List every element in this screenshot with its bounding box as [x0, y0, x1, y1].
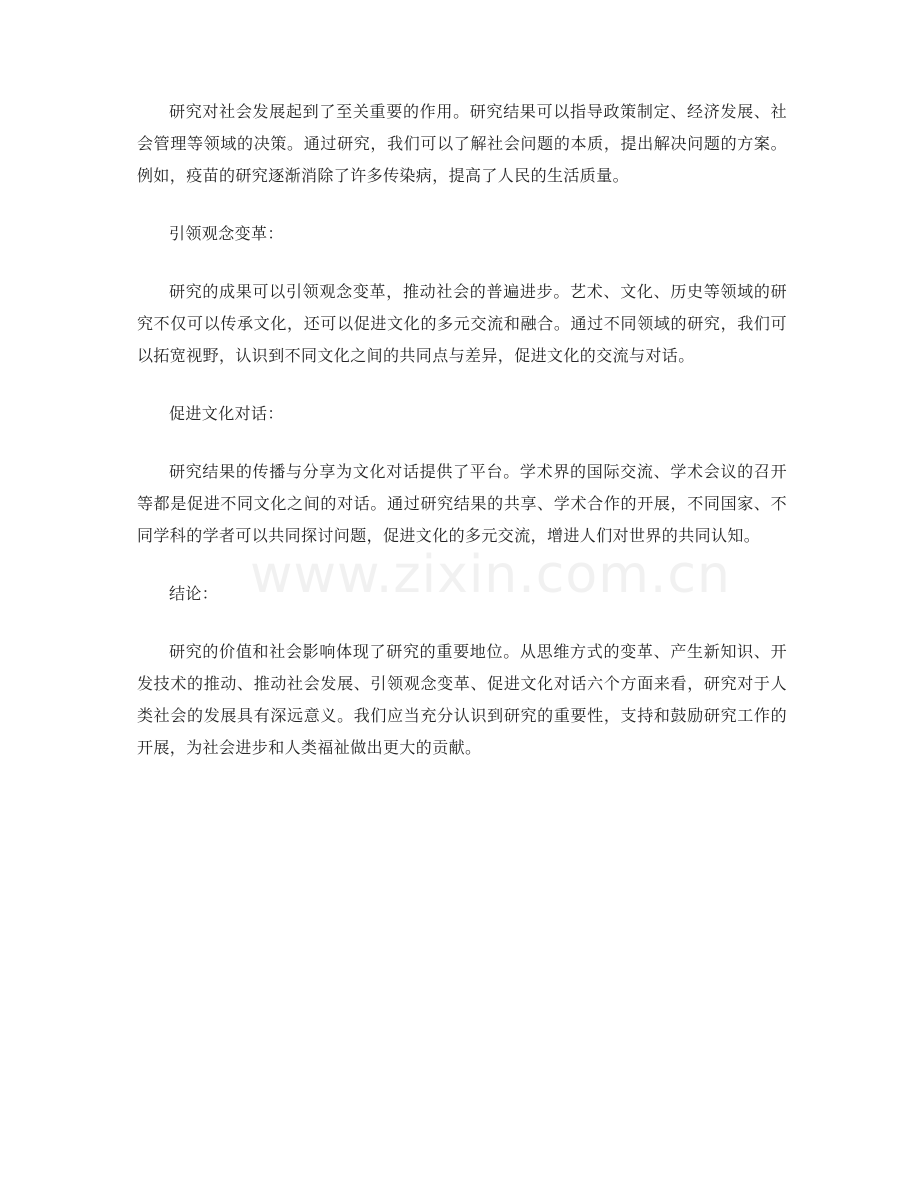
section-heading-concept-change: 引领观念变革：	[169, 224, 284, 243]
watermark: www.zixin.com.cn	[250, 545, 731, 605]
document-body	[137, 96, 787, 764]
paragraph-concept-change: 研究的成果可以引领观念变革，推动社会的普遍进步。艺术、文化、历史等领域的研究不仅可以传承文化，还可以促进文化的多元交流和融合。通过不同领域的研究，我们可以拓宽视野，认识到不同文化之间的共同点与差异，促进文化的交流与对话。	[137, 282, 787, 365]
paragraph-social-development: 研究对社会发展起到了至关重要的作用。研究结果可以指导政策制定、经济发展、社会管理等领域的决策。通过研究，我们可以了解社会问题的本质，提出解决问题的方案。例如，疫苗的研究逐渐消除了许多传染病，提高了人民的生活质量。	[137, 102, 787, 185]
section-heading-conclusion: 结论：	[169, 584, 219, 603]
section-heading-cultural-dialogue: 促进文化对话：	[169, 404, 284, 423]
paragraph-cultural-dialogue: 研究结果的传播与分享为文化对话提供了平台。学术界的国际交流、学术会议的召开等都是促进不同文化之间的对话。通过研究结果的共享、学术合作的开展，不同国家、不同学科的学者可以共同探讨问题，促进文化的多元交流，增进人们对世界的共同认知。	[137, 462, 787, 545]
paragraph-conclusion: 研究的价值和社会影响体现了研究的重要地位。从思维方式的变革、产生新知识、开发技术的推动、推动社会发展、引领观念变革、促进文化对话六个方面来看，研究对于人类社会的发展具有深远意义。我们应当充分认识到研究的重要性，支持和鼓励研究工作的开展，为社会进步和人类福祉做出更大的贡献。	[137, 642, 787, 757]
